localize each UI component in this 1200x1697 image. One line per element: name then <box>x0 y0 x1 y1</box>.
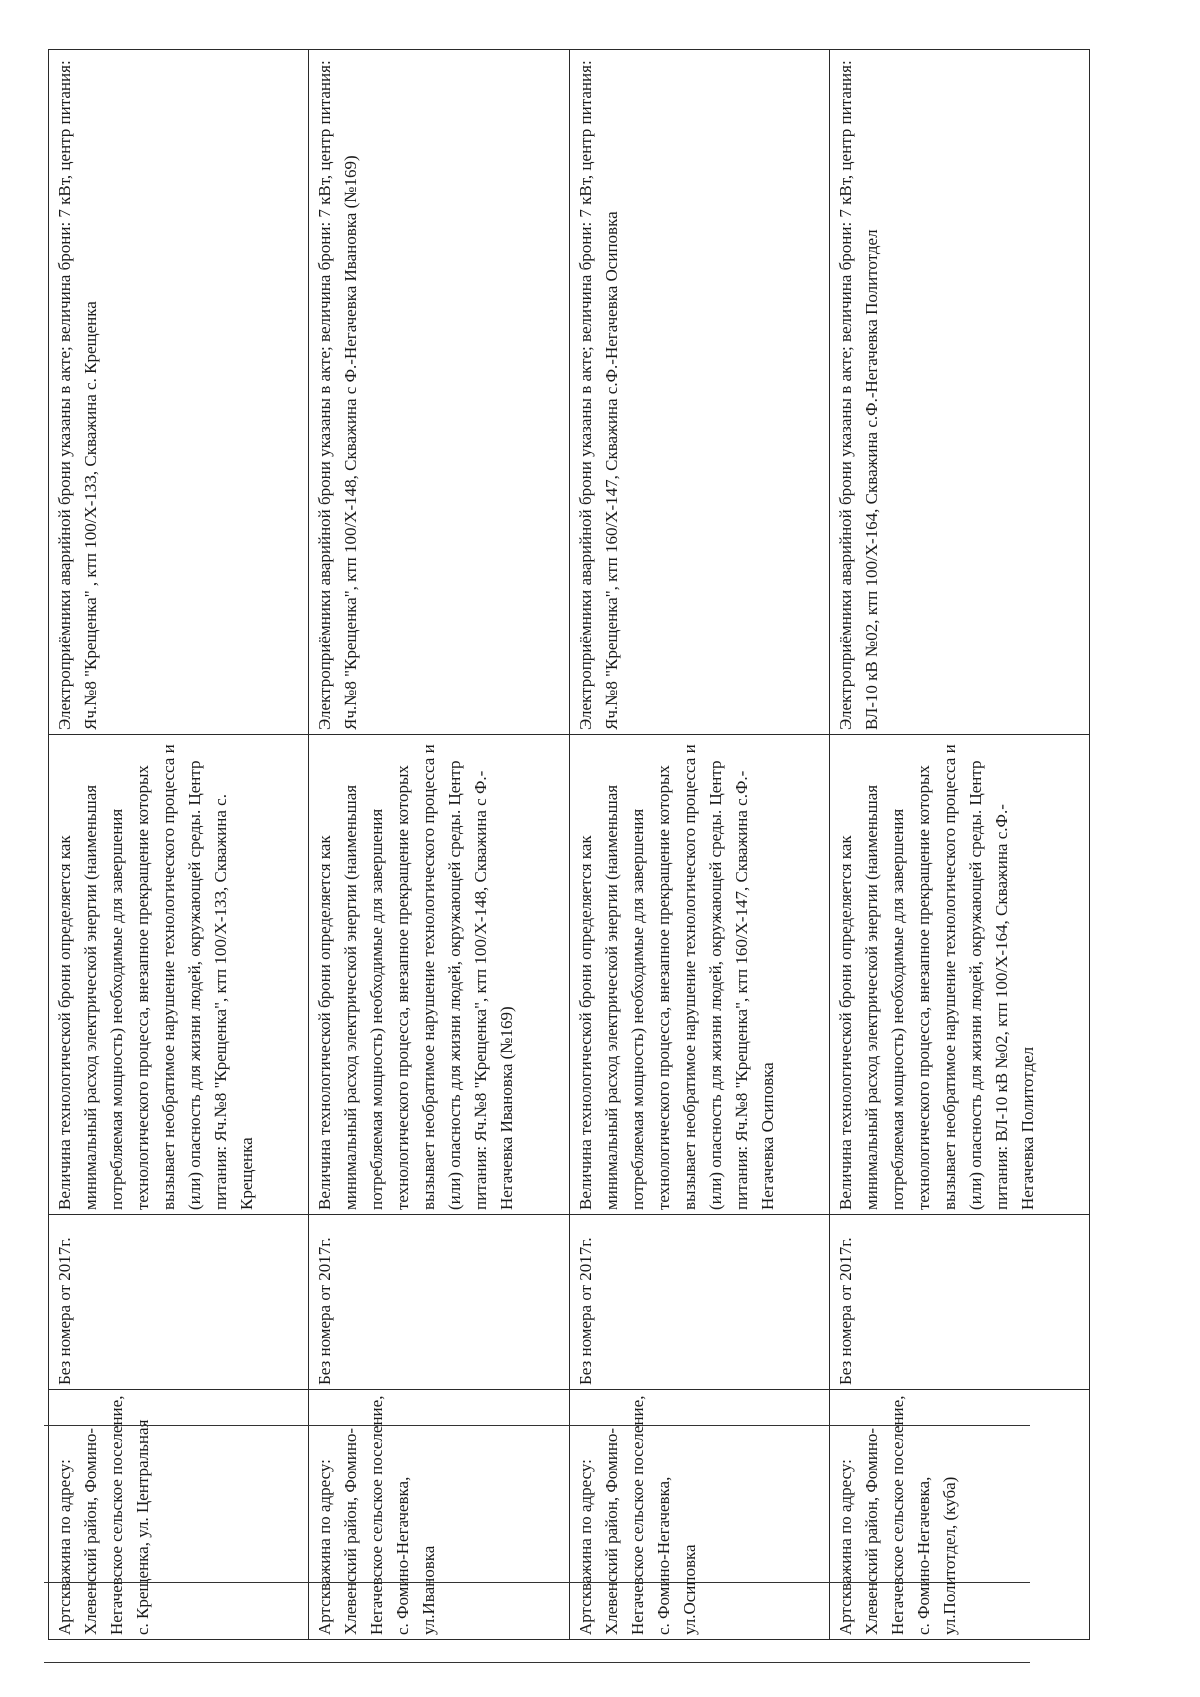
table-row <box>829 50 1089 1640</box>
receivers-cell: Электроприёмники аварийной брони указаны в акте; величина брони: 7 кВт, центр питания: Яч.№8 "Крещенка", ктп 160/Х-147, Скважина с.Ф.-Негачевка Осиповка <box>569 50 829 735</box>
receivers-cell: Электроприёмники аварийной брони указаны в акте; величина брони: 7 кВт, центр питания: ВЛ-10 кВ №02, ктп 100/Х-164, Скважина с.Ф.-Негачевка Политотдел <box>829 50 1089 735</box>
horizontal-rule <box>44 1425 1030 1426</box>
document-cell: Без номера от 2017г. <box>49 1215 309 1390</box>
description-cell: Величина технологической брони определяется как минимальный расход электрической энергии (наименьшая потребляемая мощность) необходимые для завершения технологического процесса, внезапное прекращение которых вызывает необратимое нарушение технологического процесса и (или) опасность для жизни людей, окружающей среды. Центр питания: Яч.№8 "Крещенка", ктп 160/Х-147, Скважина с.Ф.-Негачевка Осиповка <box>569 735 829 1215</box>
table-row <box>569 50 829 1640</box>
table-row <box>309 50 569 1640</box>
address-cell: Артскважина по адресу: Хлевенский район, Фомино-Негачевское сельское поселение, с. Фомино-Негачевка, ул.Осиповка <box>569 1390 829 1640</box>
description-cell: Величина технологической брони определяется как минимальный расход электрической энергии (наименьшая потребляемая мощность) необходимые для завершения технологического процесса, внезапное прекращение которых вызывает необратимое нарушение технологического процесса и (или) опасность для жизни людей, окружающей среды. Центр питания: Яч.№8 "Крещенка", ктп 100/Х-133, Скважина с. Крещенка <box>49 735 309 1215</box>
address-cell: Артскважина по адресу: Хлевенский район, Фомино-Негачевское сельское поселение, с. Фомино-Негачевка, ул.Ивановка <box>309 1390 569 1640</box>
rotated-page-content <box>48 50 1090 1640</box>
emergency-reserve-table <box>48 49 1090 1640</box>
address-cell: Артскважина по адресу: Хлевенский район, Фомино-Негачевское сельское поселение, с. Крещенка, ул. Центральная <box>49 1390 309 1640</box>
horizontal-rule <box>44 1582 1030 1583</box>
document-cell: Без номера от 2017г. <box>829 1215 1089 1390</box>
table-row <box>49 50 309 1640</box>
receivers-cell: Электроприёмники аварийной брони указаны в акте; величина брони: 7 кВт, центр питания: Яч.№8 "Крещенка", ктп 100/Х-148, Скважина с Ф.-Негачевка Ивановка (№169) <box>309 50 569 735</box>
description-cell: Величина технологической брони определяется как минимальный расход электрической энергии (наименьшая потребляемая мощность) необходимые для завершения технологического процесса, внезапное прекращение которых вызывает необратимое нарушение технологического процесса и (или) опасность для жизни людей, окружающей среды. Центр питания: Яч.№8 "Крещенка", ктп 100/Х-148, Скважина с Ф.-Негачевка Ивановка (№169) <box>309 735 569 1215</box>
receivers-cell: Электроприёмники аварийной брони указаны в акте; величина брони: 7 кВт, центр питания: Яч.№8 "Крещенка" , ктп 100/Х-133, Скважина с. Крещенка <box>49 50 309 735</box>
horizontal-rule <box>44 1662 1030 1663</box>
document-cell: Без номера от 2017г. <box>309 1215 569 1390</box>
address-cell: Артскважина по адресу: Хлевенский район, Фомино-Негачевское сельское поселение, с. Фомино-Негачевка, ул.Политотдел, (куба) <box>829 1390 1089 1640</box>
description-cell: Величина технологической брони определяется как минимальный расход электрической энергии (наименьшая потребляемая мощность) необходимые для завершения технологического процесса, внезапное прекращение которых вызывает необратимое нарушение технологического процесса и (или) опасность для жизни людей, окружающей среды. Центр питания: ВЛ-10 кВ №02, ктп 100/Х-164, Скважина с.Ф.-Негачевка Политотдел <box>829 735 1089 1215</box>
document-cell: Без номера от 2017г. <box>569 1215 829 1390</box>
